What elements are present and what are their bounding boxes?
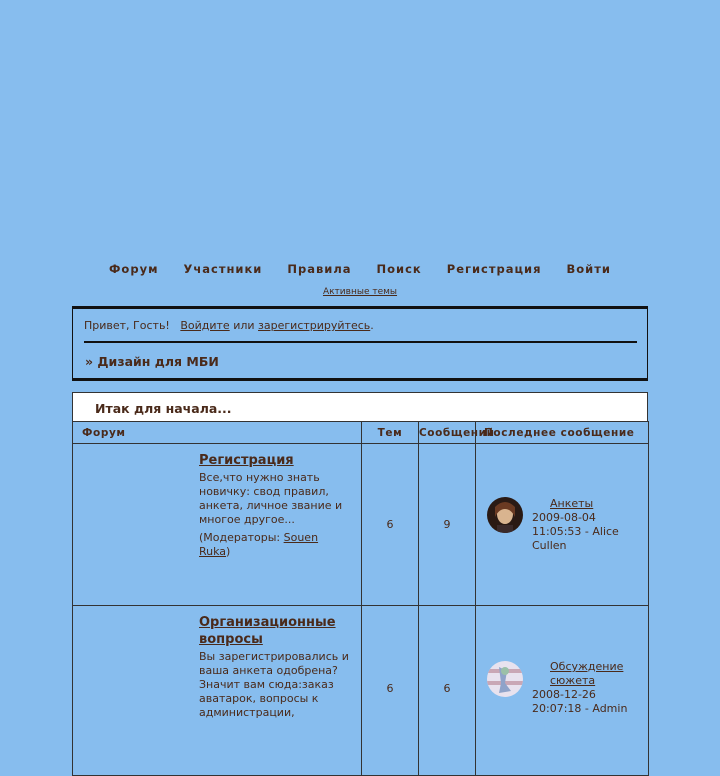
col-posts: Сообщений — [419, 422, 476, 444]
greeting — [84, 319, 374, 332]
posts-count: 6 — [419, 606, 476, 776]
last-post-cell — [476, 444, 649, 606]
welcome-box — [72, 306, 648, 381]
user-avatar[interactable] — [487, 661, 523, 697]
forum-cell — [73, 444, 362, 606]
table-row — [73, 606, 649, 776]
period-text: . — [370, 319, 374, 332]
forum-title-link[interactable]: Регистрация — [199, 453, 294, 468]
moderators — [199, 531, 349, 559]
forum-description: Все,что нужно знать новичку: свод правил, анкета, личное звание и многое другое... — [199, 471, 343, 526]
main-navigation — [0, 262, 720, 276]
breadcrumb: » Дизайн для МБИ — [85, 354, 219, 369]
or-text: или — [233, 319, 255, 332]
col-topics: Тем — [362, 422, 419, 444]
table-header-row — [73, 422, 649, 444]
nav-users[interactable]: Участники — [183, 262, 263, 276]
greeting-text: Привет, Гость! — [84, 319, 170, 332]
active-topics-bar — [0, 287, 720, 297]
nav-rules[interactable]: Правила — [287, 262, 352, 276]
last-post-cell — [476, 606, 649, 776]
forum-table — [72, 421, 649, 776]
topics-count: 6 — [362, 444, 419, 606]
last-post-date: 2009-08-04 11:05:53 - Alice Cullen — [532, 510, 619, 552]
nav-forum[interactable]: Форум — [109, 262, 159, 276]
mods-suffix: ) — [226, 545, 231, 558]
forum-description: Вы зарегистрировались и ваша анкета одобрена? Значит вам сюда:заказ аватарок, вопросы к администрации, — [199, 650, 349, 719]
forum-cell — [73, 606, 362, 776]
col-forum: Форум — [73, 422, 362, 444]
col-last-post: Последнее сообщение — [476, 422, 649, 444]
forum-title-link[interactable]: Организационные вопросы — [199, 615, 336, 647]
user-avatar[interactable] — [487, 497, 523, 533]
last-post-date: 2008-12-26 20:07:18 - Admin — [532, 688, 628, 715]
divider — [84, 341, 637, 343]
table-row — [73, 444, 649, 606]
active-topics-link[interactable]: Активные темы — [322, 287, 398, 297]
last-topic-link[interactable]: Обсуждение сюжета — [550, 660, 624, 687]
category-title: Итак для начала... — [72, 392, 648, 422]
moderator-link[interactable]: Souen Ruka — [199, 531, 319, 558]
nav-search[interactable]: Поиск — [376, 262, 422, 276]
login-link[interactable]: Войдите — [180, 319, 230, 332]
mods-prefix: (Модераторы: — [199, 531, 281, 544]
register-link[interactable]: зарегистрируйтесь — [258, 319, 371, 332]
posts-count: 9 — [419, 444, 476, 606]
nav-login[interactable]: Войти — [566, 262, 611, 276]
topics-count: 6 — [362, 606, 419, 776]
last-topic-link[interactable]: Анкеты — [550, 496, 594, 510]
nav-register[interactable]: Регистрация — [446, 262, 542, 276]
